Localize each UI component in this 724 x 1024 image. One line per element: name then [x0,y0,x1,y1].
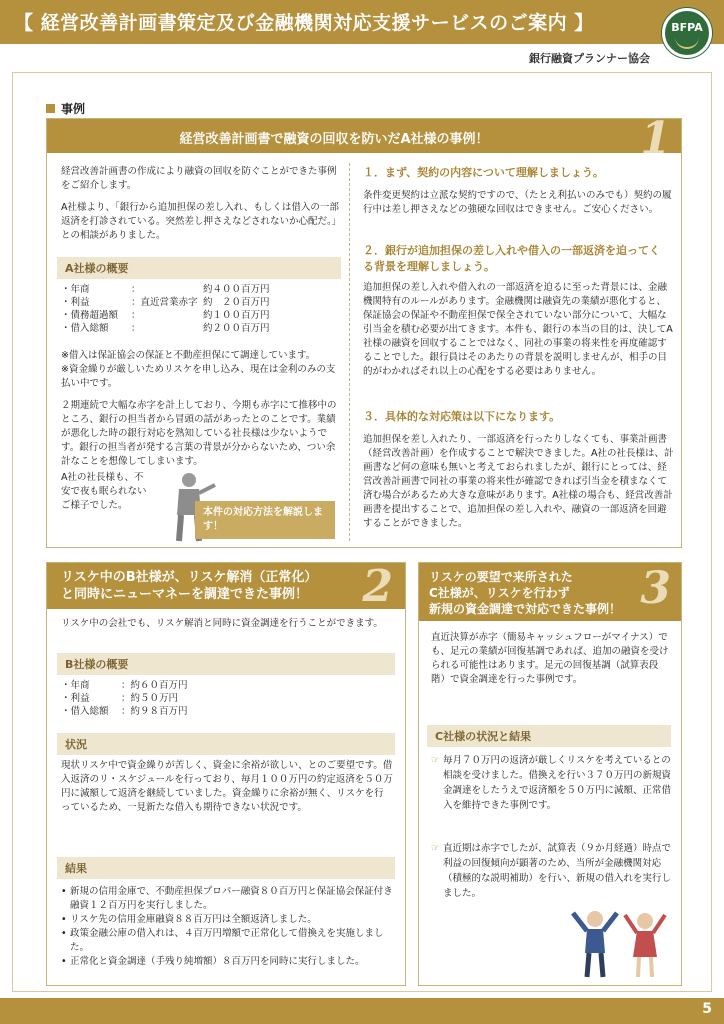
footer-bar [0,998,724,1024]
overview-key: ・借入総額 [61,323,109,334]
case1-note: ※借入は保証協会の保証と不動産担保にて調達しています。 [61,350,316,361]
case3-number: 3 [640,563,671,614]
case2-overview [61,679,361,718]
overview-key: ・利益 [61,693,90,704]
case3-bullet [431,841,671,901]
overview-value: ：約６０百万円 [121,680,188,691]
case3-bullet [431,753,671,813]
organization-name: 銀行融資プランナー協会 [529,52,650,65]
case3-status-heading: C社様の状況と結果 [427,725,671,747]
case1-number: 1 [640,113,671,164]
overview-value: 約 ２０百万円 [203,297,270,308]
case3-title-line: 新規の資金調達で対応できた事例！ [429,602,622,616]
overview-row [61,705,361,718]
case1-title: 経営改善計画書で融資の回収を防いだA社様の事例！ [179,132,489,147]
pointer-icon: ☞ [431,755,440,766]
pointer-icon: ☞ [431,843,440,854]
case3-bullet-text: 直近期は赤字でしたが、試算表（９か月経過）時点で利益の回復傾向が顕著のため、当所が金融機関対応（積極的な説明補助）を行い、新規の借入れを実行しました。 [443,843,672,899]
overview-mid: ：直近営業赤字 [131,297,198,308]
section-label-text: 事例 [61,102,86,116]
case3-card [418,562,682,986]
celebrating-people-icon [565,907,675,979]
overview-value: 約１００百万円 [203,310,270,321]
case3-title-line: C社様が、リスケを行わず [429,586,570,600]
overview-key: ・利益 [61,297,90,308]
overview-row [61,679,361,692]
bfpa-logo [662,8,712,58]
overview-key: ・借入総額 [61,706,109,717]
case1-point3-body: 追加担保を差し入れたり、一部返済を行ったりしなくても、事業計画書（経営改善計画）を作成することで解決できました。A社の社長様は、計画書など何の意味も無いと考えておられましたが、銀行にとっては、経営改善計画書で同社の事業の将来性が確認できれば引当金を積まなくて済む場合があるため大きな意味があります。A社様の場合も、経営改善計画書を提出することで、追加担保の差し入れや、融資の一部返済を回避することができました。 [363,434,674,529]
page-title: 【 経営改善計画書策定及び金融機関対応支援サービスのご案内 】 [14,12,594,34]
case1-intro: 経営改善計画書の作成により融資の回収を防ぐことができた事例をご紹介します。 [61,166,337,191]
case1-point1-heading: １．まず、契約の内容について理解しましょう。 [363,166,604,179]
overview-key: ・債務超過額 [61,310,119,321]
case2-results [61,885,395,969]
overview-row [61,322,341,335]
case2-number: 2 [362,561,393,612]
case1-overview [61,283,341,335]
case2-title [61,569,317,603]
column-divider [349,163,350,541]
case1-point1-body: 条件変更契約は立派な契約ですので、（たとえ利払いのみでも）契約の履行中は差し押さえなどの強硬な回収はできません。ご安心ください。 [363,190,672,215]
result-item: • 政策金融公庫の借入れは、４百万円増額で正常化して借換えを実施しました。 [61,927,395,955]
square-bullet-icon [46,104,55,113]
case2-situation-heading: 状況 [57,733,395,755]
case2-header [47,563,405,609]
overview-row [61,283,341,296]
header-bar [0,0,724,44]
case1-worry: A社の社長様も、不安で夜も眠られないご様子でした。 [61,472,147,511]
case3-bullet-text: 毎月７０万円の返済が厳しくリスケを考えているとの相談を受けました。借換えを行い３７０万円の新規資金調達をしたうえで返済額を５０万円に減額、正常借入を維持できた事例です。 [443,755,672,811]
page-number: 5 [702,1001,712,1017]
overview-row [61,309,341,322]
case2-card [46,562,406,986]
case1-point2-heading: ２．銀行が追加担保の差し入れや借入の一部返済を迫ってくる背景を理解しましょう。 [363,244,660,273]
case1-point2-body: 追加担保の差し入れや借入れの一部返済を迫るに至った背景には、金融機関特有のルールがあります。金融機関は融資先の業績が悪化すると、保証協会の保証や不動産担保で保全されていない部分について、大幅な引当金を積む必要が出てきます。本件も、銀行の本当の目的は、決してA社様の融資を回収することではなく、同社の事業の将来性を再度確認することでした。銀行員はそのあたりの背景を説明しませんが、相手の目的がわかればそれ以上の心配をする必要はありません。 [363,282,673,377]
section-label [46,100,85,117]
result-item: • 新規の信用金庫で、不動産担保プロパー融資８０百万円と保証協会保証付き融資１２百万円を実行しました。 [61,885,395,913]
case2-situation: 現状リスケ中で資金繰りが苦しく、資金に余裕が欲しい、とのご要望です。借入返済のリ・スケジュールを行っており、毎月１００万円の約定返済を５０万円に減額して返済を継続していました。資金繰りに余裕が無く、リスケを行っているため、一見新たな借入も期待できない状況です。 [61,760,393,813]
overview-key: ・年商 [61,680,90,691]
case1-header [47,119,681,153]
case1-note: ※資金繰りが厳しいためリスケを申し込み、現在は金利のみの支払い中です。 [61,364,336,389]
case1-callout: 本件の対応方法を解説します！ [195,501,335,539]
case1-point3-heading: ３．具体的な対応策は以下になります。 [363,410,561,423]
overview-value: 約４００百万円 [203,284,270,295]
result-item: • リスケ先の信用金庫融資８８百万円は全額返済しました。 [61,913,395,927]
case3-title [429,569,621,617]
case2-overview-heading: B社様の概要 [57,653,395,675]
overview-mid: ： [131,310,141,321]
result-item: • 正常化と資金調達（手残り純増額）８百万円を同時に実行しました。 [61,955,395,969]
overview-mid: ： [131,284,141,295]
case1-overview-heading: A社様の概要 [57,257,341,279]
case2-result-heading: 結果 [57,857,395,879]
case3-title-line: リスケの要望で来所された [429,570,573,584]
overview-row [61,296,341,309]
case2-title-line: リスケ中のB社様が、リスケ解消（正常化） [61,570,318,585]
case2-intro: リスケ中の会社でも、リスケ解消と同時に資金調達を行うことができます。 [61,618,383,629]
overview-value: 約２００百万円 [203,323,270,334]
case2-title-line: と同時にニューマネーを調達できた事例！ [61,587,309,602]
logo-text: BFPA [671,21,703,34]
laurel-icon [675,35,699,49]
overview-value: ：約５０万円 [121,693,179,704]
case1-background: ２期連続で大幅な赤字を計上しており、今期も赤字にて推移中のところ、銀行の担当者から冒頭の話があったとのことです。業績が悪化した時の銀行対応を熟知している社長様は少ないようです。銀行の担当者が発する言葉の背景が分からないため、つい余計なことを想像してしまいます。 [61,400,337,467]
case1-story: A社様より、「銀行から追加担保の差し入れ、もしくは借入の一部返済を打診されている。突然差し押さえなどされないか心配だ。」との相談がありました。 [61,202,339,241]
case3-intro: 直近決算が赤字（簡易キャッシュフローがマイナス）でも、足元の業績が回復基調であれば、追加の融資を受けられる可能性はあります。足元の回復基調（試算表段階）で資金調達を行った事例です。 [431,632,669,685]
case1-card [46,113,682,548]
overview-row [61,692,361,705]
overview-value: ：約９８百万円 [121,706,188,717]
overview-mid: ： [131,323,141,334]
overview-key: ・年商 [61,284,90,295]
